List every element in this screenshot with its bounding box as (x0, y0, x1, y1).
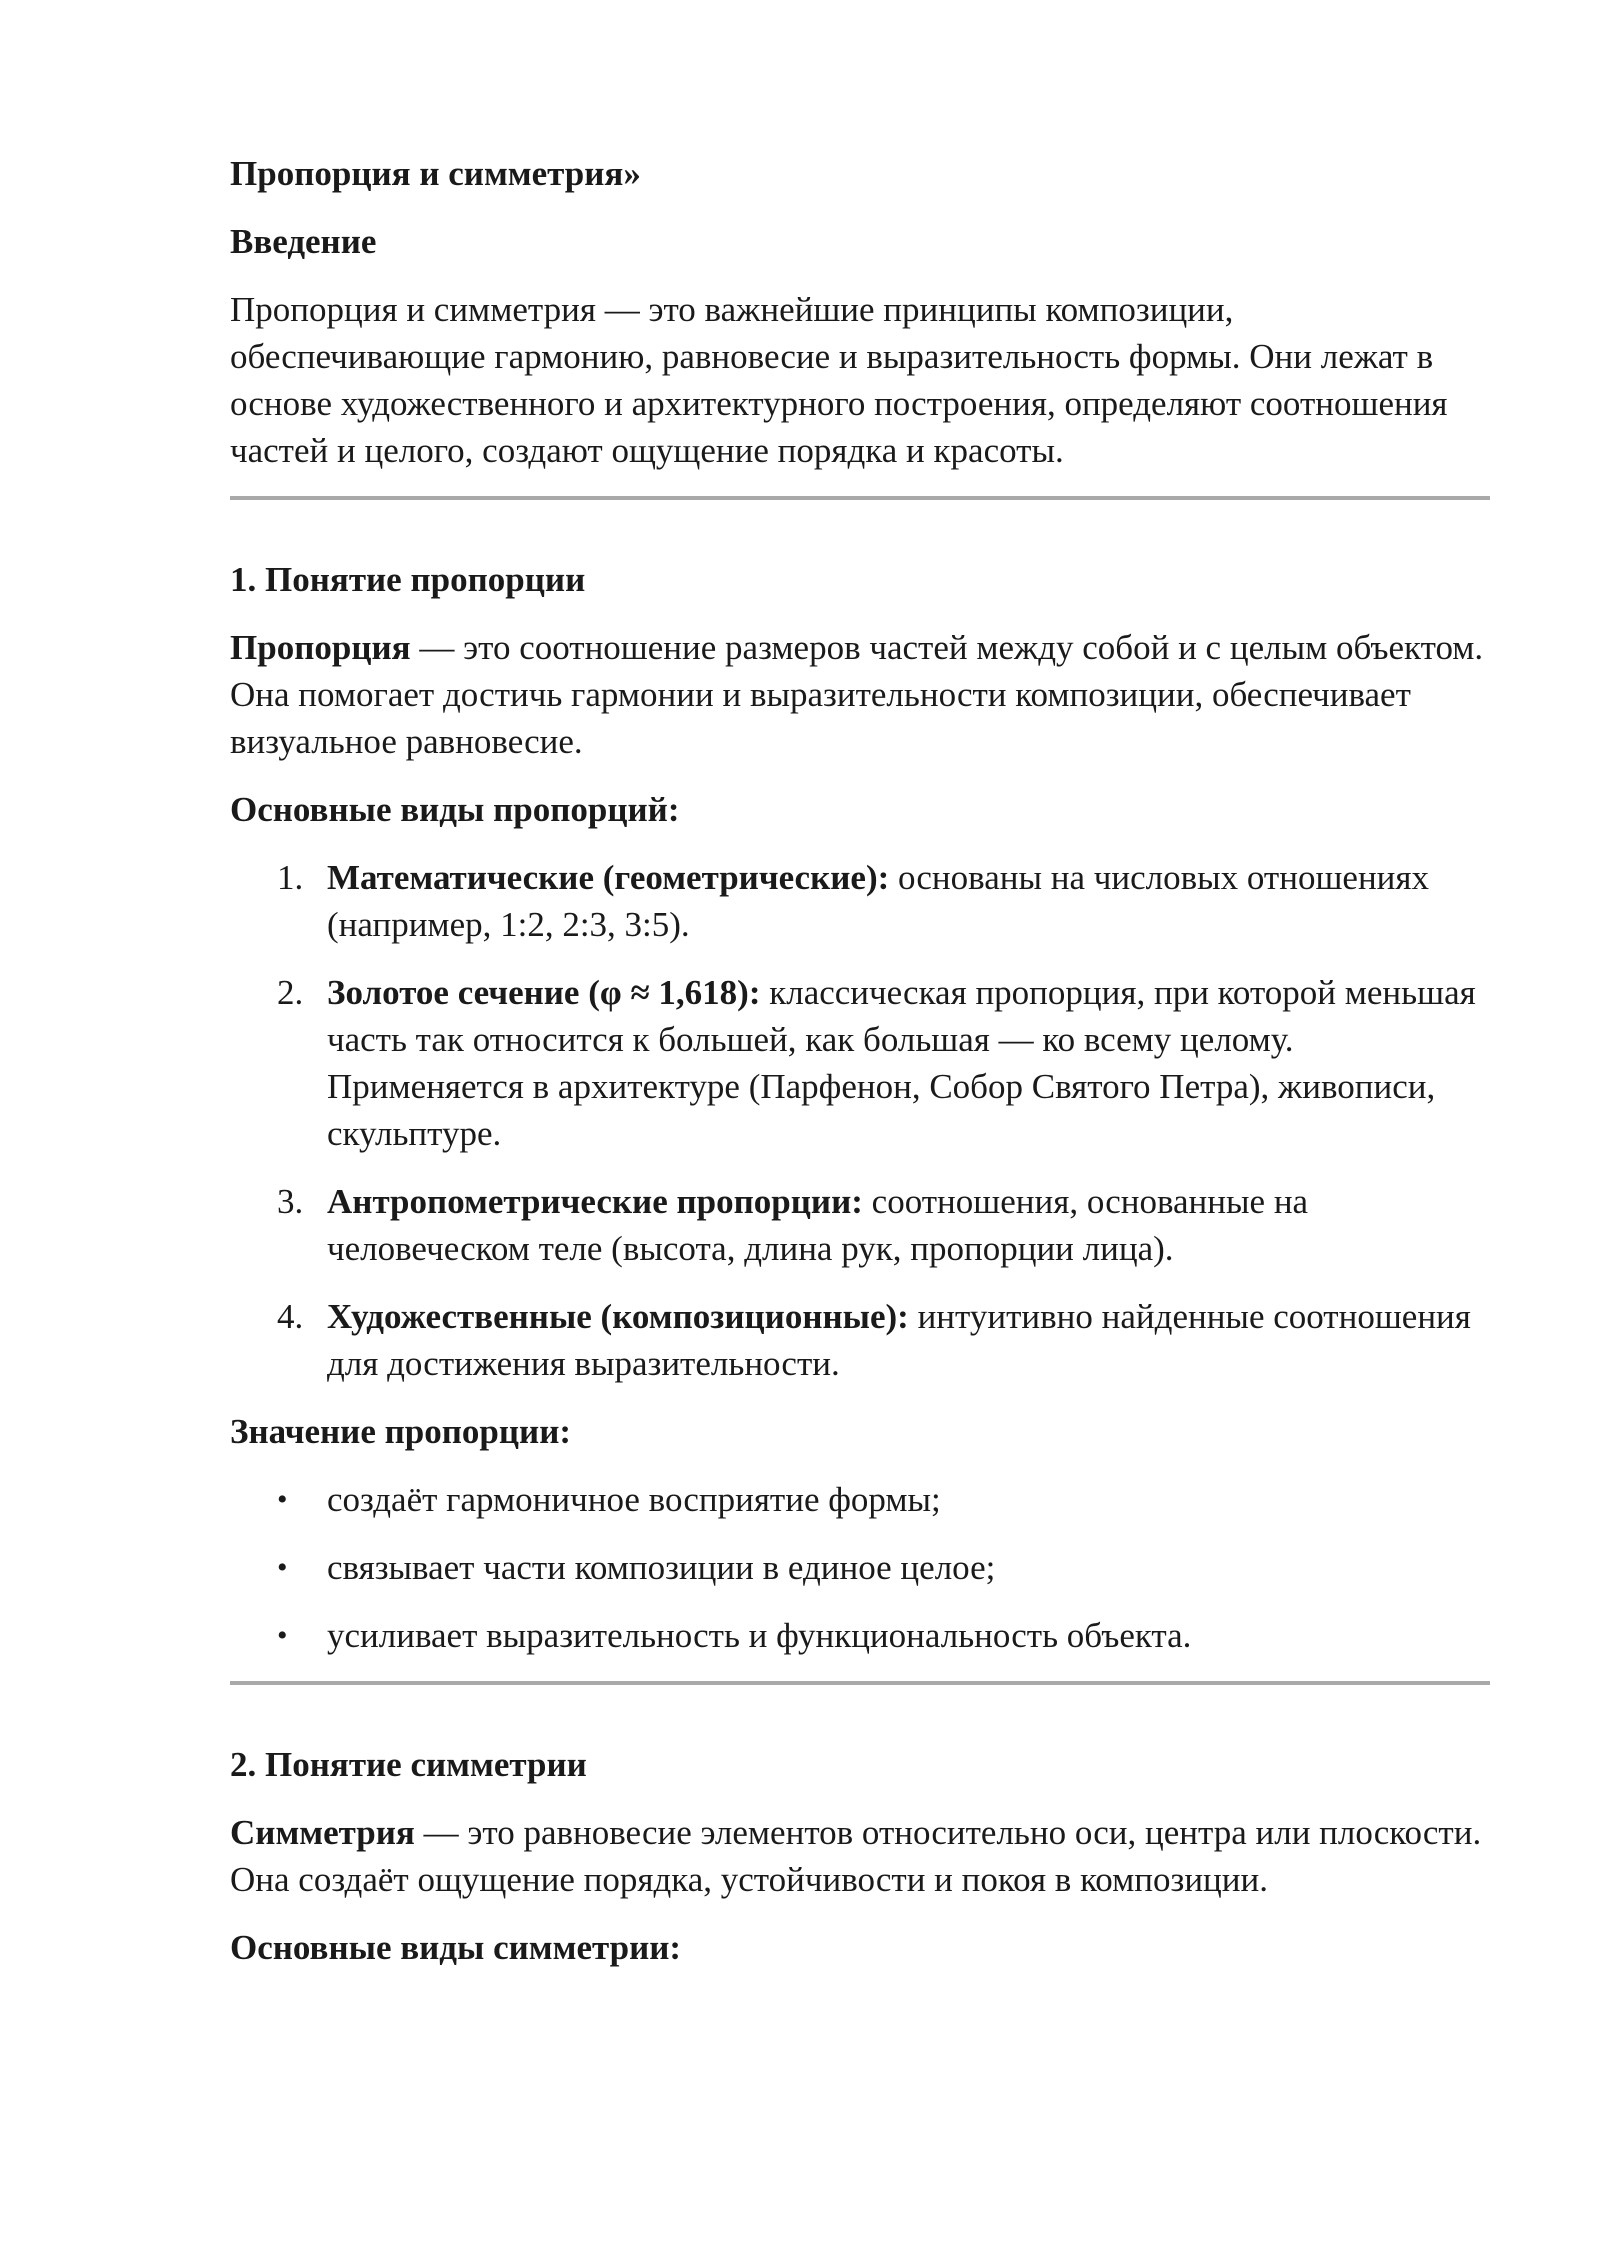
list-item-extra: Применяется в архитектуре (Парфенон, Собор Святого Петра), живописи, скульптуре. (327, 1067, 1436, 1153)
list-item-text: соотношения, основанные на человеческом теле (высота, длина рук, пропорции лица). (327, 1182, 1309, 1268)
bullet-icon: • (277, 1551, 288, 1584)
bullet-icon: • (277, 1483, 288, 1516)
list-item (230, 1293, 1490, 1387)
bullet-icon: • (277, 1619, 288, 1652)
section2-heading: 2. Понятие симметрии (230, 1745, 587, 1784)
list-item-text: создаёт гармоничное восприятие формы; (327, 1480, 941, 1519)
list-item-text: интуитивно найденные соотношения для достижения выразительности. (327, 1297, 1471, 1383)
section1-definition-rest: — это соотношение размеров частей между собой и с целым объектом. (410, 628, 1484, 667)
list-item (230, 1612, 1490, 1659)
list-item-term: Золотое сечение (φ ≈ 1,618): (327, 973, 761, 1012)
document-page (230, 150, 1490, 1992)
document-title: Пропорция и симметрия» (230, 154, 641, 193)
list-item-text: усиливает выразительность и функциональность объекта. (327, 1616, 1192, 1655)
list-number: 3. (277, 1182, 304, 1221)
section2-term: Симметрия (230, 1813, 415, 1852)
section1-definition (230, 624, 1490, 671)
list-item (230, 854, 1490, 948)
list-number: 2. (277, 973, 304, 1012)
list-item (230, 969, 1490, 1157)
divider (230, 496, 1490, 500)
section2-definition-rest: — это равновесие элементов относительно оси, центра или плоскости. (414, 1813, 1482, 1852)
list-item (230, 1178, 1490, 1272)
section1-definition-line2: Она помогает достичь гармонии и выразительности композиции, обеспечивает визуальное равновесие. (230, 675, 1411, 761)
symmetry-types-heading: Основные виды симметрии: (230, 1928, 682, 1967)
section2-definition (230, 1809, 1490, 1856)
proportion-types-heading: Основные виды пропорций: (230, 790, 680, 829)
list-item-term: Математические (геометрические): (327, 858, 890, 897)
section1-heading: 1. Понятие пропорции (230, 560, 586, 599)
proportion-meaning-heading: Значение пропорции: (230, 1412, 572, 1451)
intro-text: Пропорция и симметрия — это важнейшие принципы композиции, обеспечивающие гармонию, равновесие и выразительность формы. Они лежат в основе художественного и архитектурного построения, определяют соотношения частей и целого, создают ощущение порядка и красоты. (230, 290, 1448, 470)
list-item-text: основаны на числовых отношениях (например, 1:2, 2:3, 3:5). (327, 858, 1429, 944)
section2-definition-line2: Она создаёт ощущение порядка, устойчивости и покоя в композиции. (230, 1860, 1269, 1899)
list-item-term: Антропометрические пропорции: (327, 1182, 863, 1221)
section1-term: Пропорция (230, 628, 411, 667)
intro-heading: Введение (230, 222, 377, 261)
proportion-meaning-list (230, 1476, 1490, 1659)
proportion-types-list (230, 854, 1490, 1387)
list-item-term: Художественные (композиционные): (327, 1297, 909, 1336)
list-item-text: классическая пропорция, при которой меньшая часть так относится к большей, как большая — ко всему целому. (327, 973, 1476, 1059)
list-item (230, 1544, 1490, 1591)
list-item-text: связывает части композиции в единое целое; (327, 1548, 996, 1587)
list-number: 1. (277, 858, 304, 897)
list-number: 4. (277, 1297, 304, 1336)
divider (230, 1681, 1490, 1685)
list-item (230, 1476, 1490, 1523)
